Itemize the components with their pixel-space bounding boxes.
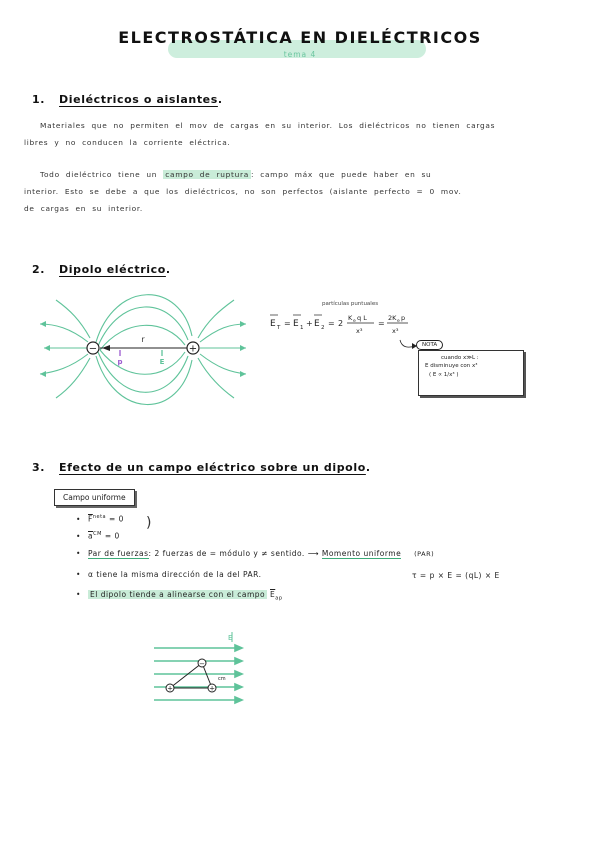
label-E: E — [159, 358, 165, 366]
dipole-field-diagram — [30, 290, 260, 410]
bullet-par-fuerzas: • Par de fuerzas: 2 fuerzas de = módulo y ≠ sentido. ⟶ Momento uniforme (PAR) — [76, 549, 435, 558]
svg-text:2: 2 — [321, 325, 325, 331]
field-line-right-1 — [200, 324, 246, 342]
svg-text:p: p — [401, 314, 406, 322]
section-1-para-2-line-3: de cargas en su interior. — [24, 204, 143, 213]
nota-box — [418, 350, 524, 396]
section-1-para-1-line-1: Materiales que no permiten el mov de cargas en su interior. Los dieléctricos no tienen cargas — [40, 121, 496, 130]
svg-text:=: = — [378, 319, 385, 328]
cm-label: cm — [218, 676, 226, 682]
field-line-right-5 — [198, 358, 234, 398]
svg-text:−: − — [199, 660, 205, 668]
section-3-title: Efecto de un campo eléctrico sobre un dipolo — [59, 461, 366, 474]
section-3-heading — [32, 461, 371, 474]
para-2-pre: Todo dieléctrico tiene un — [40, 170, 158, 179]
svg-text:e: e — [397, 319, 400, 324]
field-line-left-3 — [40, 354, 88, 374]
svg-text:T: T — [277, 325, 281, 331]
uniform-field-diagram — [150, 628, 260, 714]
svg-text:+: + — [306, 319, 313, 328]
page-title: ELECTROSTÁTICA EN DIELÉCTRICOS — [118, 28, 482, 47]
section-2-number: 2. — [32, 263, 46, 276]
section-1-title: Dieléctricos o aislantes — [59, 93, 218, 106]
label-p: p — [117, 358, 123, 366]
svg-text:x³: x³ — [392, 327, 399, 335]
para-2-post: : campo máx que puede haber en su — [250, 170, 432, 179]
section-3-title-end: . — [365, 461, 371, 474]
section-1-para-1-line-2: libres y no conducen la corriente eléctrica. — [24, 138, 231, 147]
nota-line-1: cuando x≫L : — [441, 355, 479, 361]
svg-text:q L: q L — [357, 314, 367, 322]
svg-text:K: K — [348, 314, 353, 322]
section-1-para-2-line-1 — [40, 166, 580, 183]
svg-text:+: + — [209, 684, 215, 693]
svg-text:x³: x³ — [356, 327, 363, 335]
field-line-bottom-2 — [96, 356, 192, 405]
torque-formula: τ = p × E = (qL) × E — [412, 571, 500, 580]
bullet-fneta: • $\overline{F}^{neta} = 0$ — [76, 514, 124, 524]
bullet-acm: • $\overline{a}^{CM} = 0$ — [76, 531, 120, 541]
formula-lhs: E — [270, 319, 276, 329]
svg-text:+: + — [167, 684, 173, 693]
section-1-title-end: . — [217, 93, 223, 106]
label-r: r — [141, 335, 145, 344]
campo-ruptura-highlight: campo de ruptura — [165, 170, 249, 179]
negative-charge-sign: − — [88, 343, 98, 355]
nota-line-2: E disminuye con x³ — [425, 363, 478, 369]
svg-text:=: = — [328, 319, 335, 328]
formula-note: partículas puntuales — [322, 301, 379, 307]
svg-text:e: e — [353, 319, 356, 324]
svg-text:=: = — [284, 319, 291, 328]
section-2-heading — [32, 263, 171, 276]
dipole-triangle — [170, 663, 212, 688]
field-line-left-1 — [40, 324, 88, 342]
section-3-number: 3. — [32, 461, 46, 474]
uniform-field-E: E — [228, 634, 233, 642]
bullet-alpha: • α tiene la misma dirección de la del PAR. — [76, 570, 262, 579]
nota-badge: NOTA — [416, 340, 443, 350]
svg-text:1: 1 — [300, 325, 304, 331]
section-2-title-end: . — [165, 263, 171, 276]
field-arrowheads — [40, 321, 246, 377]
svg-text:E: E — [293, 319, 299, 329]
bullet-alinearse: • El dipolo tiende a alinearse con el campo $\overline{E}_{ap}$ — [76, 590, 283, 602]
nota-line-3: ( E ∝ 1/x³ ) — [429, 372, 459, 378]
positive-charge-sign: + — [188, 343, 198, 355]
section-1-number: 1. — [32, 93, 46, 106]
svg-text:2K: 2K — [388, 314, 397, 322]
section-1-heading — [32, 93, 223, 106]
field-line-right-4 — [198, 300, 234, 338]
section-2-title: Dipolo eléctrico — [59, 263, 166, 276]
svg-text:2: 2 — [338, 319, 344, 328]
svg-text:E: E — [314, 319, 320, 329]
field-lines — [40, 295, 246, 405]
page-subtitle: tema 4 — [283, 50, 317, 59]
section-1-para-2-line-2: interior. Esto se debe a que los dieléctricos, no son perfectos (aislante perfecto = 0 mov. — [24, 187, 462, 196]
field-line-bottom-3 — [100, 350, 185, 374]
brace: ) — [146, 515, 152, 531]
campo-uniforme-box: Campo uniforme — [54, 489, 135, 506]
uniform-field-lines — [154, 645, 242, 703]
